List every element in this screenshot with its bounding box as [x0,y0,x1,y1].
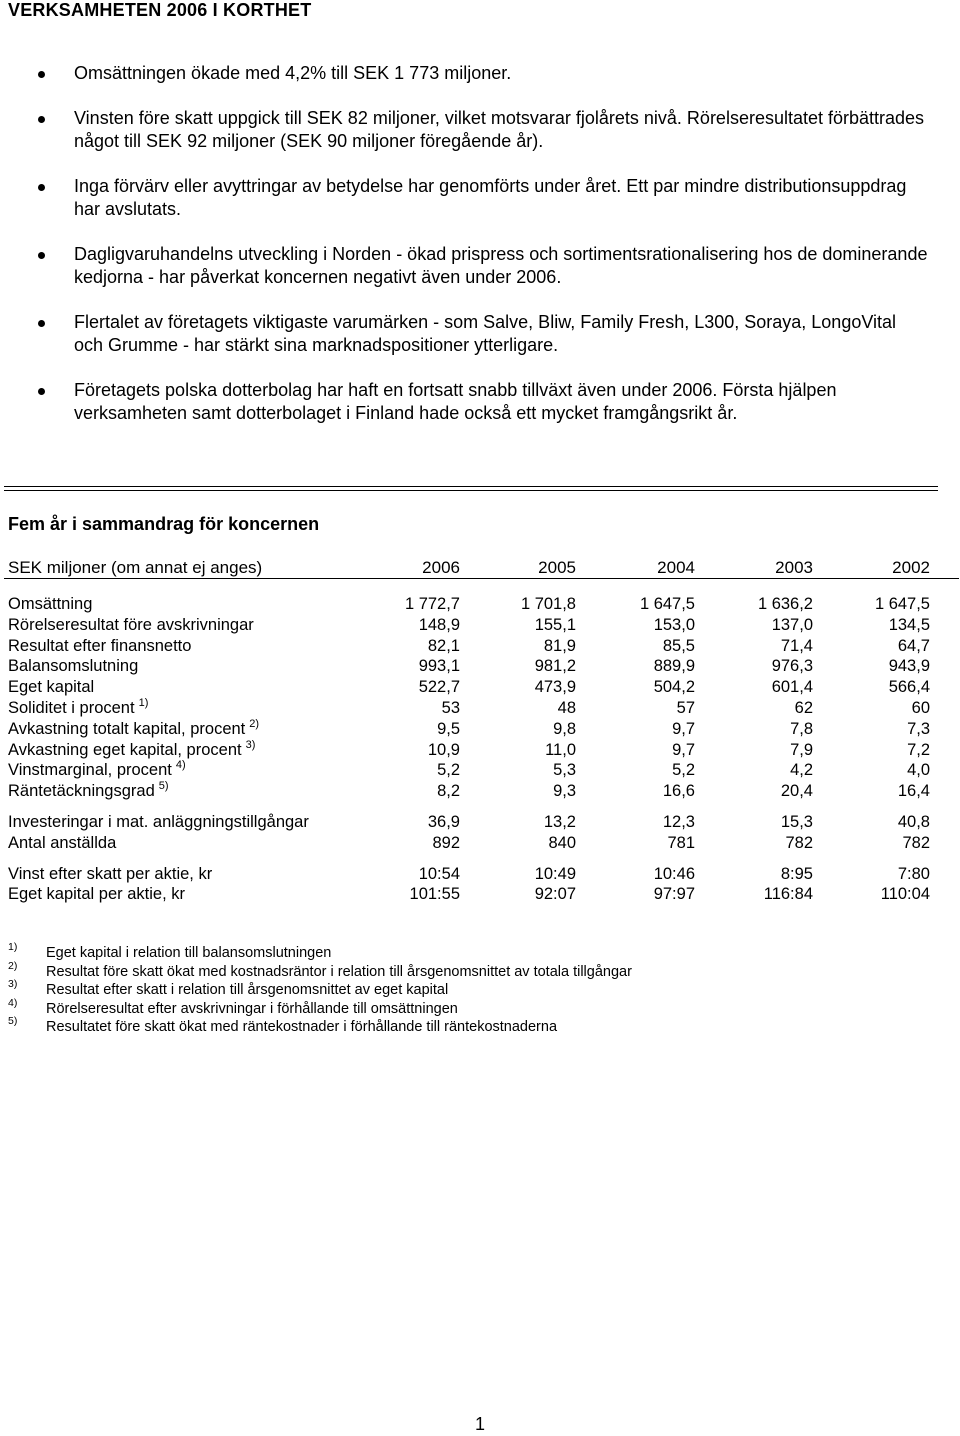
table-cell: 153,0 [653,615,695,634]
row-label [8,833,116,854]
row-label-text: Räntetäckningsgrad [8,782,155,801]
summary-table-header [8,558,960,580]
summary-heading: Fem år i sammandrag för koncernen [8,514,320,534]
footnote-text: Eget kapital i relation till balansomslutningen [46,945,332,961]
table-cell: 134,5 [888,615,930,634]
table-cell: 82,1 [427,636,460,655]
table-cell: 9,3 [553,782,576,801]
table-cell: 782 [785,833,813,852]
table-cell: 7:80 [897,864,930,883]
table-cell: 781 [667,833,695,852]
table-cell: 36,9 [427,812,460,831]
table-row [8,698,960,719]
table-cell: 892 [432,833,460,852]
footnote-text: Resultat efter skatt i relation till årsgenomsnittet av eget kapital [46,982,449,998]
row-label-text: Vinst efter skatt per aktie, kr [8,864,213,883]
footnote-item [8,978,948,1000]
table-cell: 81,9 [543,636,576,655]
table-row [8,812,960,833]
table-cell: 12,3 [662,812,695,831]
footnote-ref: 3) [245,738,256,751]
row-label [8,677,94,698]
table-cell: 4,0 [907,761,930,780]
table-cell: 53 [441,698,460,717]
table-cell: 976,3 [771,657,813,676]
table-cell: 155,1 [534,615,576,634]
table-row [8,833,960,854]
table-cell: 101:55 [409,885,460,904]
table-cell: 9,5 [437,719,460,738]
table-cell: 5,2 [437,761,460,780]
table-cell: 13,2 [543,812,576,831]
footnote-item [8,996,948,1019]
row-label [8,656,138,677]
footnote-ref: 4) [175,759,186,772]
table-cell: 9,7 [672,719,695,738]
highlight-item: Inga förvärv eller avyttringar av betydelse har genomförts under året. Ett par mindre distributionsuppdrag har avslutats. [0,175,960,221]
table-cell: 11,0 [545,740,576,759]
group-spacer [8,854,960,864]
table-cell: 889,9 [653,657,695,676]
table-cell: 1 647,5 [874,595,930,613]
table-cell: 7,8 [790,719,813,738]
table-cell: 7,2 [907,740,930,759]
row-label-text: Soliditet i procent [8,698,135,717]
footnote-mark: 2) [8,959,18,972]
table-cell: 62 [794,698,813,717]
table-cell: 64,7 [897,636,930,655]
page-title: VERKSAMHETEN 2006 I KORTHET [8,0,312,20]
table-cell: 71,4 [780,636,813,655]
table-row [8,760,960,781]
table-cell: 97:97 [653,885,695,904]
group-spacer [8,802,960,812]
table-cell: 1 647,5 [639,595,695,613]
footnote-mark: 4) [8,996,18,1009]
row-label-text: Resultat efter finansnetto [8,636,192,655]
footnote-ref: 1) [138,696,149,709]
footnote-ref: 5) [158,780,169,793]
table-row [8,677,960,698]
table-row [8,884,960,905]
table-cell: 137,0 [771,615,813,634]
footnote-text: Resultat före skatt ökat med kostnadsräntor i relation till årsgenomsnittet av totala tillgångar [46,963,632,980]
table-cell: 148,9 [418,615,460,634]
year-header: 2005 [538,558,576,577]
section-divider [4,486,938,491]
table-row [8,719,960,740]
row-label [8,636,191,657]
table-cell: 840 [548,833,576,852]
table-cell: 16,4 [897,782,930,801]
table-cell: 7,9 [790,740,813,759]
table-cell: 10:46 [653,864,695,883]
table-cell: 16,6 [662,782,695,801]
footnote-mark: 5) [8,1015,18,1027]
table-row [8,615,960,636]
table-cell: 60 [911,698,930,717]
footnote-item [8,941,948,963]
footnote-mark: 1) [8,941,18,953]
table-row [8,864,960,885]
row-label [8,760,186,781]
year-header: 2004 [657,558,695,577]
header-rule [4,578,959,579]
summary-table [8,594,960,905]
footnote-ref: 2) [249,717,260,730]
table-cell: 473,9 [534,678,576,697]
table-cell: 7,3 [907,719,930,738]
table-cell: 8,2 [437,782,460,801]
table-cell: 4,2 [790,761,813,780]
table-cell: 40,8 [897,812,930,831]
row-label-text: Investeringar i mat. anläggningstillgångar [8,812,309,831]
row-label-text: Vinstmarginal, procent [8,761,172,780]
highlight-item: Företagets polska dotterbolag har haft en fortsatt snabb tillväxt även under 2006. Första hjälpen verksamheten samt dotterbolaget i Finland hade också ett mycket framgångsrikt år. [0,379,960,425]
highlight-item: Dagligvaruhandelns utveckling i Norden - ökad prispress och sortimentsrationalisering hos de dominerande kedjorna - har påverkat koncernen negativt även under 2006. [0,243,960,289]
highlights-list [0,62,960,447]
table-cell: 57 [676,698,695,717]
table-cell: 981,2 [534,657,576,676]
row-label-text: Eget kapital [8,678,95,697]
page-number: 1 [474,1414,485,1434]
highlight-item: Flertalet av företagets viktigaste varumärken - som Salve, Bliw, Family Fresh, L300, Soraya, LongoVital och Grumme - har stärkt sina marknadspositioner ytterligare. [0,311,960,357]
table-row [8,740,960,761]
row-label-text: Omsättning [8,595,93,613]
table-cell: 522,7 [418,678,460,697]
table-cell: 5,2 [672,761,695,780]
row-label [8,719,259,740]
footnote-item [8,1015,948,1037]
table-cell: 1 772,7 [404,595,460,613]
row-label [8,740,255,761]
row-label [8,884,185,905]
table-cell: 85,5 [662,636,695,655]
row-label-text: Rörelseresultat före avskrivningar [8,615,254,634]
table-cell: 48 [557,698,576,717]
table-cell: 20,4 [780,782,813,801]
table-cell: 110:04 [880,885,930,904]
row-label-text: Avkastning eget kapital, procent [8,740,242,759]
header-unit-label: SEK miljoner (om annat ej anges) [8,558,263,577]
row-label [8,781,169,802]
table-cell: 782 [902,833,930,852]
table-cell: 15,3 [780,812,813,831]
table-cell: 1 701,8 [520,595,576,613]
row-label-text: Eget kapital per aktie, kr [8,885,186,904]
table-cell: 9,7 [672,740,695,759]
row-label [8,864,212,885]
table-cell: 92:07 [534,885,576,904]
footnote-mark: 3) [8,978,18,990]
row-label [8,698,148,719]
highlight-item: Vinsten före skatt uppgick till SEK 82 miljoner, vilket motsvarar fjolårets nivå. Rörelseresultatet förbättrades något till SEK 92 miljoner (SEK 90 miljoner föregående år). [0,107,960,153]
footnote-text: Rörelseresultat efter avskrivningar i förhållande till omsättningen [46,1000,458,1017]
row-label [8,615,254,636]
table-cell: 5,3 [553,761,576,780]
table-row [8,781,960,802]
table-cell: 10,9 [427,740,460,759]
highlight-item: Omsättningen ökade med 4,2% till SEK 1 773 miljoner. [0,62,960,85]
table-cell: 993,1 [418,657,460,676]
table-cell: 9,8 [553,719,576,738]
table-cell: 943,9 [888,657,930,676]
footnotes [8,941,948,1037]
table-row [8,636,960,657]
row-label-text: Balansomslutning [8,657,139,676]
year-header: 2002 [892,558,930,577]
row-label [8,594,92,615]
table-cell: 116:84 [763,885,813,904]
year-header: 2003 [775,558,813,577]
table-cell: 1 636,2 [757,595,813,613]
row-label-text: Avkastning totalt kapital, procent [8,719,246,738]
table-cell: 10:54 [418,864,460,883]
table-row [8,594,960,615]
row-label-text: Antal anställda [8,833,117,852]
table-cell: 504,2 [653,678,695,697]
table-cell: 601,4 [771,678,813,697]
footnote-text: Resultatet före skatt ökat med räntekostnader i förhållande till räntekostnaderna [46,1019,558,1035]
row-label [8,812,309,833]
table-row [8,656,960,677]
footnote-item [8,959,948,982]
table-cell: 566,4 [888,678,930,697]
table-cell: 8:95 [780,864,813,883]
year-header: 2006 [422,558,460,577]
table-cell: 10:49 [534,864,576,883]
